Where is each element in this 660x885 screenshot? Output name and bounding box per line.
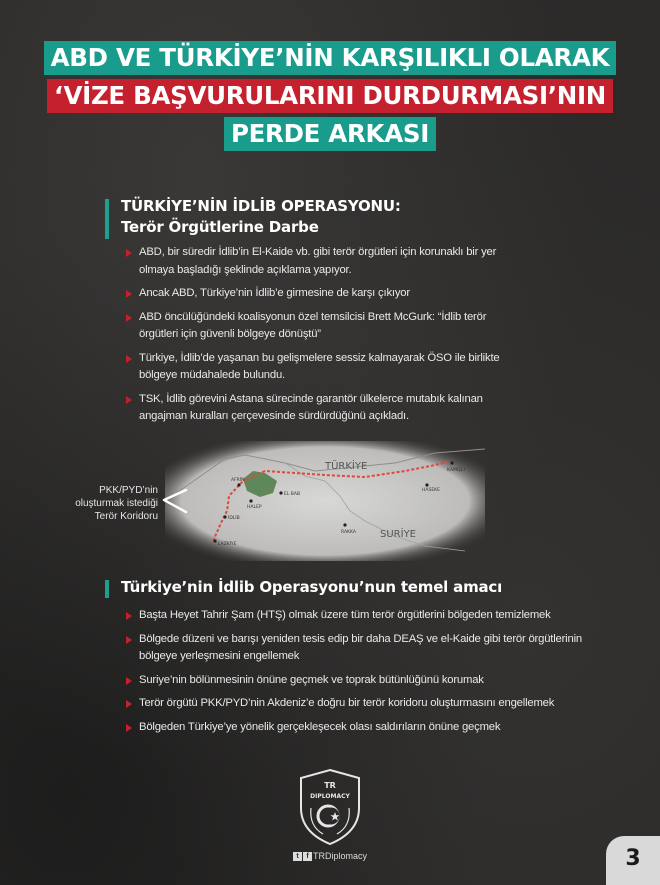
section1-heading-line2: Terör Örgütlerine Darbe (121, 218, 319, 236)
title-line-1: ABD VE TÜRKİYE’NİN KARŞILIKLI OLARAK (44, 41, 617, 75)
section2-accent-bar (105, 580, 109, 598)
city-marker (279, 491, 282, 494)
city-label: HALEP (247, 505, 262, 510)
bullet-triangle-icon (126, 355, 132, 363)
section-main-goal (105, 577, 585, 736)
city-label: KAMIŞLI (447, 468, 465, 473)
section1-heading (105, 196, 565, 238)
section1-accent-bar (105, 199, 109, 239)
tr-diplomacy-logo (297, 768, 363, 846)
list-item: Ancak ABD, Türkiye’nin İdlib’e girmesine de karşı çıkıyor (125, 285, 565, 303)
social-handles (293, 851, 367, 861)
twitter-icon: t (293, 852, 302, 861)
city-label: HASEKE (422, 488, 440, 493)
bullet-triangle-icon (126, 700, 132, 708)
corridor-arrow-icon (158, 486, 188, 516)
map-label-turkiye: TÜRKİYE (325, 461, 368, 472)
svg-text:TR: TR (324, 781, 336, 790)
list-item: Bölgede düzeni ve barışı yeniden tesis edip bir daha DEAŞ ve el-Kaide gibi terör örgütlerinin bölgeye yerleşmesini engellemek (125, 631, 585, 666)
social-handle-text: TRDiplomacy (313, 851, 368, 861)
city-marker (223, 515, 226, 518)
section1-heading-line1: TÜRKİYE’NİN İDLİB OPERASYONU: (121, 197, 401, 215)
city-marker (237, 483, 240, 486)
facebook-icon: f (303, 852, 312, 861)
bullet-triangle-icon (126, 677, 132, 685)
title-line-3: PERDE ARKASI (224, 117, 436, 151)
list-item: Bölgeden Türkiye’ye yönelik gerçekleşecek olası saldırıların önüne geçmek (125, 719, 585, 737)
city-marker (450, 461, 453, 464)
bullet-triangle-icon (126, 396, 132, 404)
bullet-triangle-icon (126, 724, 132, 732)
city-label: RAKKA (341, 530, 356, 535)
city-marker (249, 499, 252, 502)
map-label-suriye: SURİYE (380, 529, 416, 540)
title-line-2: ‘VİZE BAŞVURULARINI DURDURMASI’NIN (47, 79, 613, 113)
list-item: Terör örgütü PKK/PYD’nin Akdeniz’e doğru bir terör koridoru oluşturmasını engellemek (125, 695, 585, 713)
city-marker (343, 523, 346, 526)
list-item: ABD öncülüğündeki koalisyonun özel temsilcisi Brett McGurk: “İdlib terör örgütleri için güvenli bölgeye dönüştü” (125, 309, 565, 344)
bullet-triangle-icon (126, 636, 132, 644)
city-label: AFRİN (231, 478, 245, 483)
list-item: Türkiye, İdlib’de yaşanan bu gelişmelere sessiz kalmayarak ÖSO ile birlikte bölgeye müdahalede bulundu. (125, 350, 565, 385)
corridor-label: PKK/PYD’nin oluşturmak istediği Terör Koridoru (75, 485, 158, 522)
page-number: 3 (606, 836, 660, 885)
list-item: TSK, İdlib görevini Astana sürecinde garantör ülkelerce mutabık kalınan angajman kuralları çerçevesinde sürdürdüğünü açıkladı. (125, 391, 565, 426)
bullet-triangle-icon (126, 290, 132, 298)
bullet-triangle-icon (126, 314, 132, 322)
section1-list (125, 244, 565, 426)
map-background (165, 441, 485, 561)
section-idlib-operation (105, 196, 565, 426)
bullet-triangle-icon (126, 249, 132, 257)
list-item: Başta Heyet Tahrir Şam (HTŞ) olmak üzere tüm terör örgütlerini bölgeden temizlemek (125, 607, 585, 625)
city-marker (213, 539, 216, 542)
bullet-triangle-icon (126, 612, 132, 620)
city-label: İDLİB (228, 516, 240, 521)
svg-text:DIPLOMACY: DIPLOMACY (310, 793, 350, 800)
title-block (0, 41, 660, 155)
list-item: ABD, bir süredir İdlib’in El-Kaide vb. gibi terör örgütleri için korunaklı bir yer olmaya başladığı şeklinde açıklama yapıyor. (125, 244, 565, 279)
corridor-map (165, 441, 485, 561)
list-item: Suriye’nin bölünmesinin önüne geçmek ve toprak bütünlüğünü korumak (125, 672, 585, 690)
city-label: LAZKİYE (218, 542, 237, 547)
city-marker (425, 483, 428, 486)
section2-heading (105, 577, 585, 598)
section2-list (125, 607, 585, 736)
city-label: EL BAB (284, 492, 301, 497)
section2-heading-text: Türkiye’nin İdlib Operasyonu’nun temel amacı (121, 578, 503, 596)
